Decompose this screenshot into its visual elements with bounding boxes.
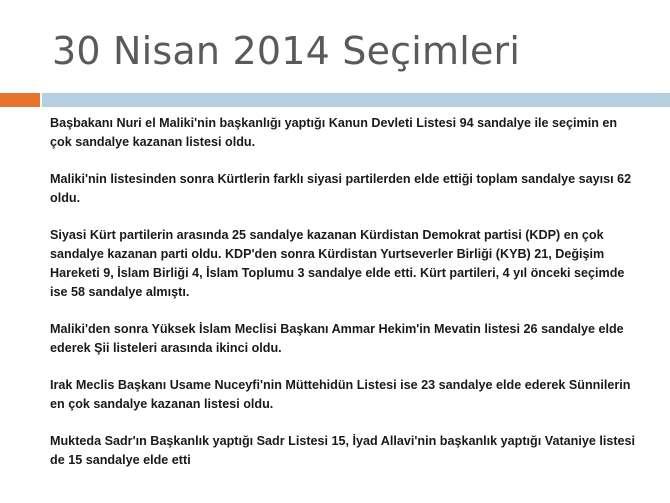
slide-body (50, 114, 640, 488)
paragraph-kurdish-parties: Siyasi Kürt partilerin arasında 25 sandalye kazanan Kürdistan Demokrat partisi (KDP) en çok sandalye kazanan parti oldu. KDP'den sonra Kürdistan Yurtseverler Birliği (KYB) 21, Değişim Hareketi 9, İslam Birliği 4, İslam Toplumu 3 sandalye elde etti. Kürt partileri, 4 yıl önceki seçimde ise 58 sandalye almıştı. (50, 228, 625, 299)
paragraph-muttehidun-list: Irak Meclis Başkanı Usame Nuceyfi'nin Müttehidün Listesi ise 23 sandalye elde ederek Sünnilerin en çok sandalye kazanan listesi oldu. (50, 378, 631, 411)
title-divider-bar (42, 93, 670, 107)
title-accent-bar (0, 93, 40, 107)
paragraph-mevatin-list: Maliki'den sonra Yüksek İslam Meclisi Başkanı Ammar Hekim'in Mevatin listesi 26 sandalye elde ederek Şii listeleri arasında ikinci oldu. (50, 322, 624, 355)
slide-title: 30 Nisan 2014 Seçimleri (52, 29, 521, 73)
paragraph-sadr-vataniye: Mukteda Sadr'ın Başkanlık yaptığı Sadr Listesi 15, İyad Allavi'nin başkanlık yaptığı Vataniye listesi de 15 sandalye elde etti (50, 434, 636, 467)
paragraph-kurdish-total: Maliki'nin listesinden sonra Kürtlerin farklı siyasi partilerden elde ettiği toplam sandalye sayısı 62 oldu. (50, 172, 632, 205)
paragraph-maliki-list: Başbakanı Nuri el Maliki'nin başkanlığı yaptığı Kanun Devleti Listesi 94 sandalye ile seçimin en çok sandalye kazanan listesi oldu. (50, 116, 618, 149)
